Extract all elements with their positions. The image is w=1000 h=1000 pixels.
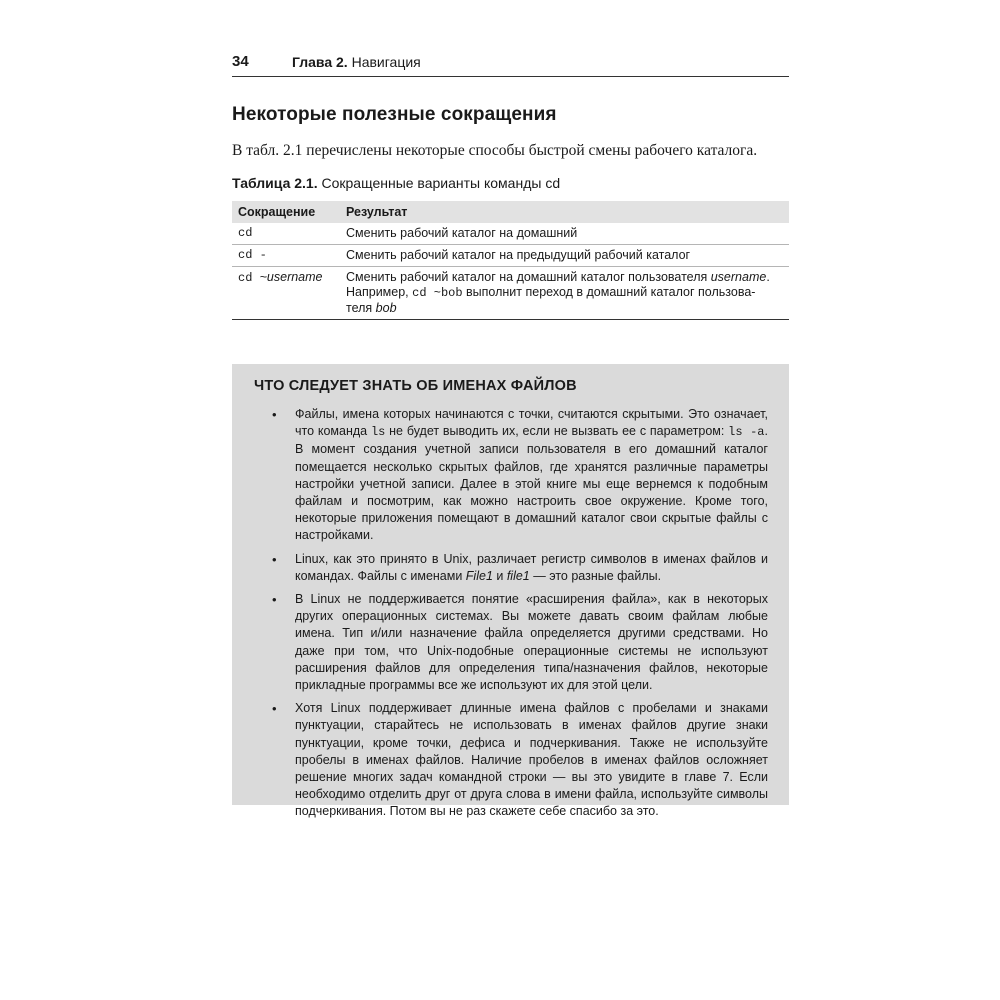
chapter-title: Навигация — [351, 54, 421, 70]
cell-command — [232, 267, 340, 320]
shortcuts-table — [232, 201, 789, 320]
filenames-sidebar — [232, 364, 789, 819]
table-header-row — [232, 201, 789, 223]
bullet-icon: • — [272, 592, 277, 608]
item-text: Файлы, имена которых начинаются с точки, считаются скрытыми. Это означает, что команда — [295, 407, 768, 439]
sidebar-title: ЧТО СЛЕДУЕТ ЗНАТЬ ОБ ИМЕНАХ ФАЙЛОВ — [254, 378, 577, 394]
item-text: и — [492, 568, 507, 583]
page-number: 34 — [232, 53, 249, 70]
bullet-icon: • — [272, 407, 277, 422]
result-text: выполнит переход в домашний каталог пользова- — [462, 285, 756, 299]
item-text: не будет выводить их, если не вызвать ее с параметром: — [385, 424, 729, 439]
bullet-icon: • — [272, 551, 277, 567]
command-prefix: cd — [238, 271, 260, 285]
result-italic: username — [710, 270, 767, 284]
inline-italic: file1 — [506, 568, 530, 583]
cell-command: cd — [232, 223, 340, 245]
item-text: В Linux не поддерживается понятие «расширения файла», как в некоторых других операционных системах. Вы можете давать своим файлам любые имена. Тип и/или назначение файла определяется другими средствами. Но даже при том, что Unix-подобные операционные системы не используют расширения файлов для определения типа/назначения файлов, некоторые прикладные программы все же используют их для этой цели. — [295, 592, 768, 693]
inline-italic: File1 — [465, 568, 493, 583]
table-row — [232, 223, 789, 245]
cell-command: cd - — [232, 245, 340, 267]
result-code: cd ~bob — [412, 286, 463, 300]
item-text: Хотя Linux поддерживает длинные имена файлов с пробелами и знаками пунктуации, старайтесь не использовать в именах файлов другие знаки пунктуации, кроме точки, дефиса и подчеркивания. Также не используйте пробелы в именах файлов. Наличие пробелов в именах файлов осложняет решение многих задач командной строки — вы это увидите в главе 7. Если необходимо отделить друг от друга слова в имени файла, используйте символы подчеркивания. Потом вы не раз скажете себе спасибо за это. — [295, 701, 768, 819]
header-result: Результат — [340, 201, 789, 223]
table-caption-text: Сокращенные варианты команды cd — [321, 175, 561, 191]
result-text: теля — [346, 301, 376, 315]
table-row — [232, 267, 789, 320]
chapter-label: Глава 2. — [292, 54, 348, 70]
sidebar-list — [268, 406, 768, 827]
result-text: Например, — [346, 285, 413, 299]
list-item — [268, 700, 768, 820]
cell-result: Сменить рабочий каталог на предыдущий рабочий каталог — [340, 245, 789, 267]
result-italic: bob — [375, 301, 397, 315]
result-text: Сменить рабочий каталог на домашний каталог пользователя — [346, 270, 711, 284]
running-head — [232, 52, 789, 77]
bullet-icon: • — [272, 701, 277, 717]
command-argument: ~username — [259, 270, 323, 284]
list-item — [268, 551, 768, 585]
list-item — [268, 406, 768, 545]
table-row — [232, 245, 789, 267]
chapter-heading — [292, 54, 421, 70]
section-intro: В табл. 2.1 перечислены некоторые способы быстрой смены рабочего каталога. — [232, 142, 758, 159]
list-item — [268, 591, 768, 694]
item-text: — это разные файлы. — [529, 568, 662, 583]
table-caption-label: Таблица 2.1. — [232, 175, 318, 191]
cell-result — [340, 267, 789, 320]
item-text: Linux, как это принято в Unix, различает регистр символов в именах файлов и командах. Файлы с именами — [295, 551, 768, 583]
item-text: . В момент создания учетной записи пользователя в его домашний каталог помещается несколько скрытых файлов, где хранятся различные параметры настройки учетной записи. Далее в этой книге мы еще вернемся к подобным файлам и посмотрим, как можно настроить свое окружение. Кроме того, некоторые приложения помещают в домашний каталог свои скрытые файлы с настройками. — [295, 424, 768, 543]
inline-code: ls -a — [728, 425, 765, 440]
cell-result: Сменить рабочий каталог на домашний — [340, 223, 789, 245]
section-title: Некоторые полезные сокращения — [232, 104, 557, 125]
result-text: . — [766, 270, 770, 284]
table-caption — [232, 175, 560, 191]
inline-code: ls — [370, 425, 386, 440]
header-shortcut: Сокращение — [232, 201, 340, 223]
